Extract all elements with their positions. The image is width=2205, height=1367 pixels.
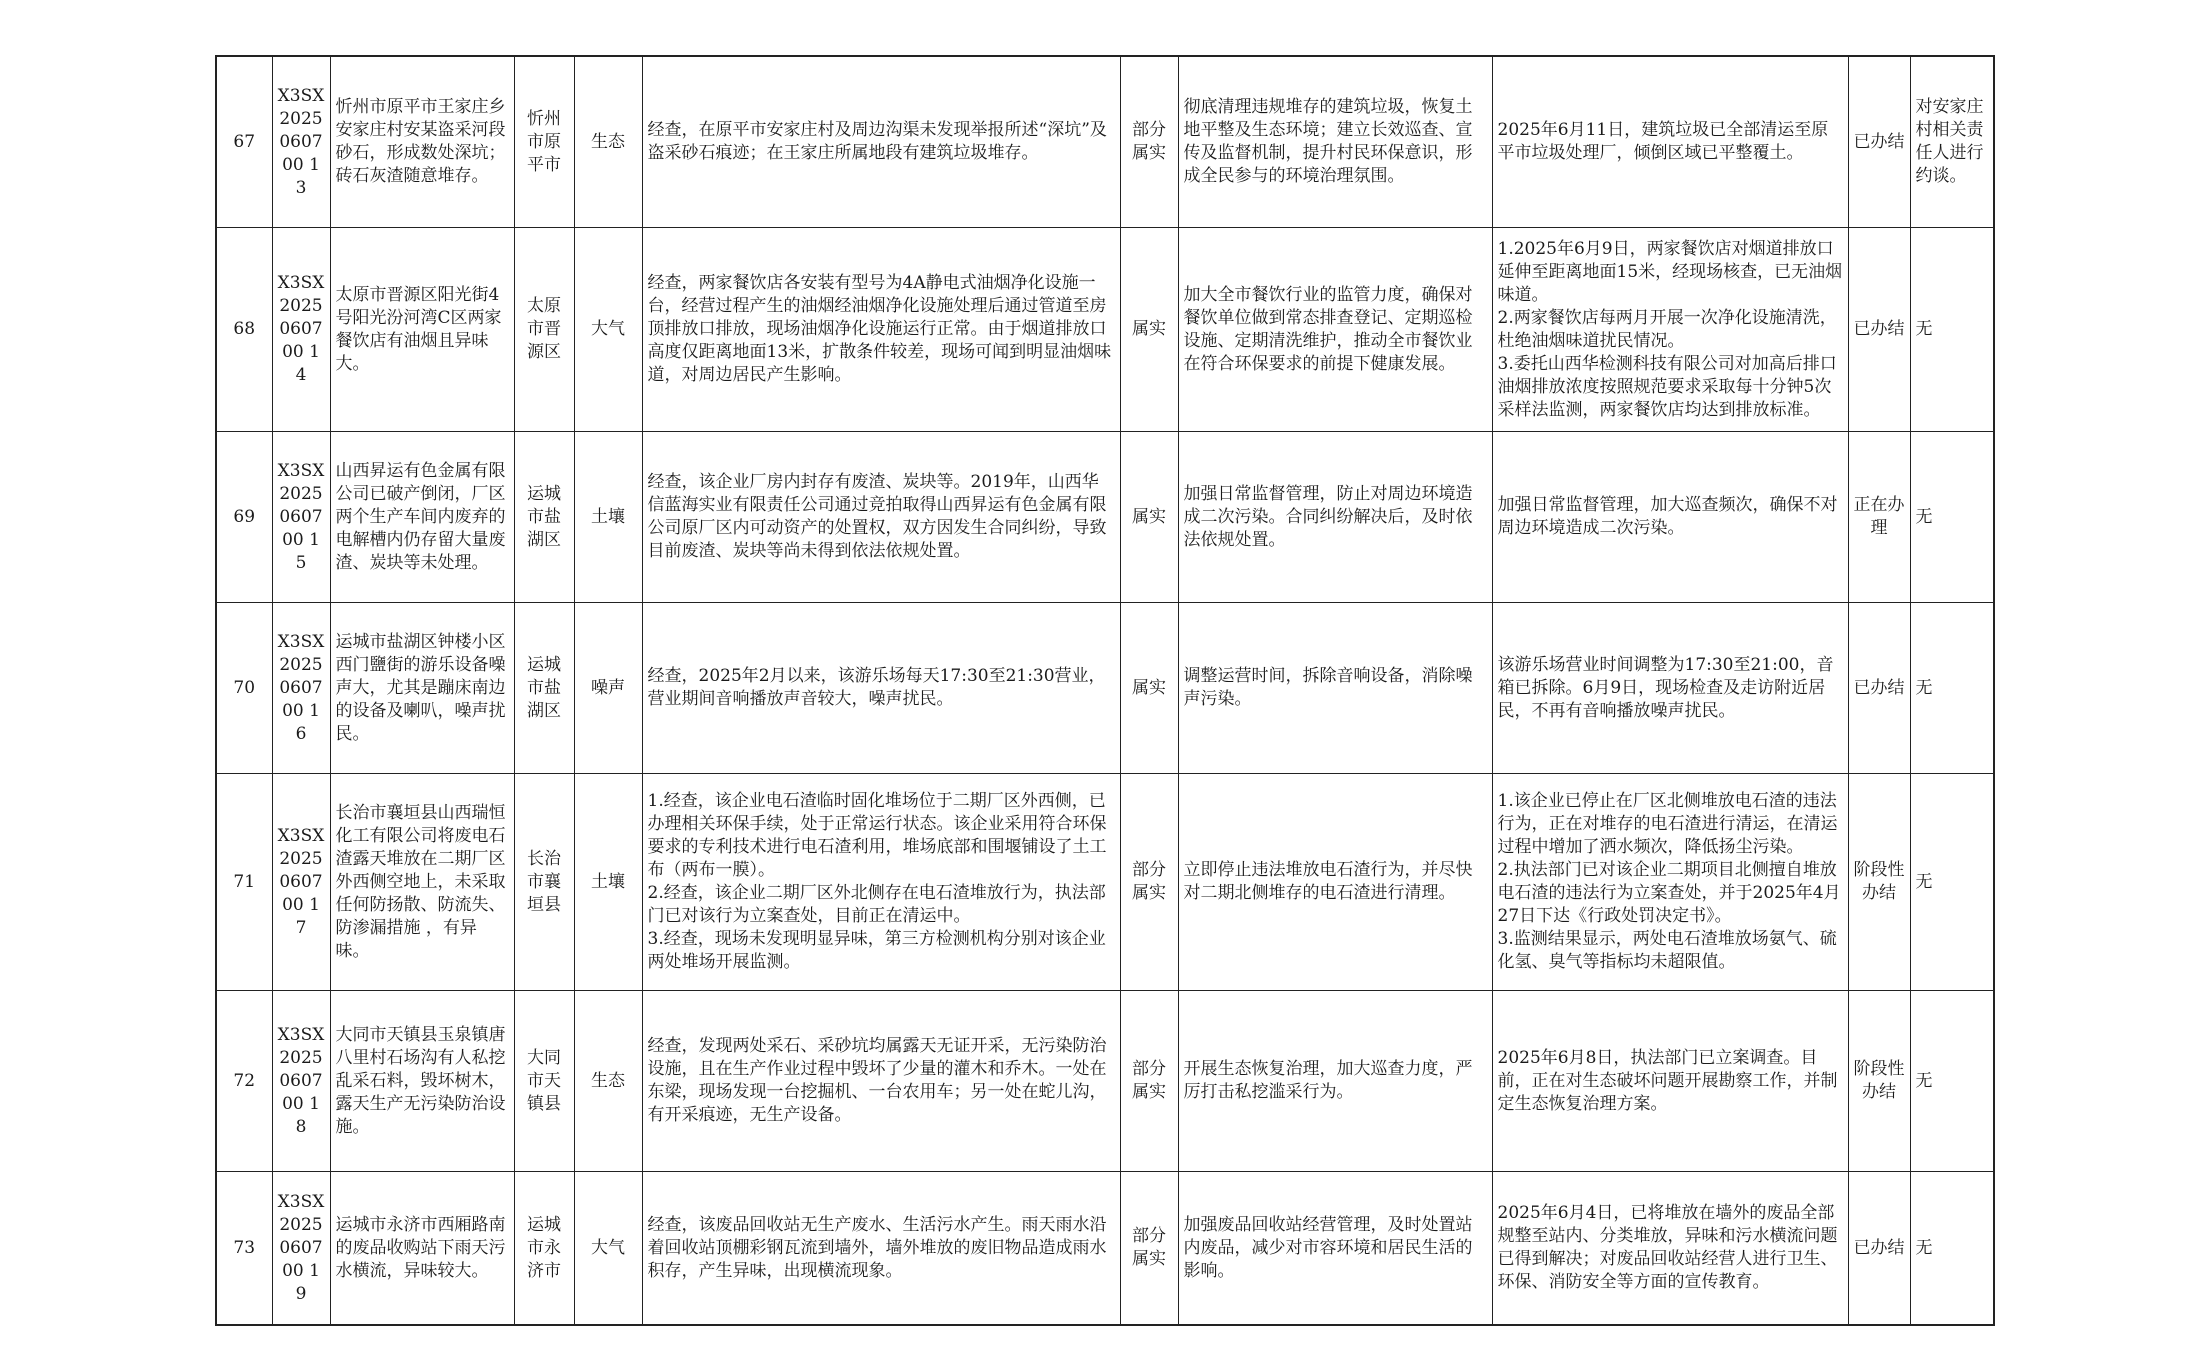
complaint-content: 运城市盐湖区钟楼小区西门鹽街的游乐设备噪声大，尤其是蹦床南边的设备及喇叭，噪声扰民。 (330, 603, 514, 774)
region: 运城市永济市 (514, 1172, 574, 1326)
case-code: X3SX2025060700 15 (272, 432, 330, 603)
rectification-progress: 1.该企业已停止在厂区北侧堆放电石渣的违法行为，正在对堆存的电石渣进行清运，在清运过程中增加了洒水频次，降低扬尘污染。 2.执法部门已对该企业二期项目北侧擅自堆放电石渣的违法行为立案查处，并于2025年4月27日下达《行政处罚决定书》。 3.监测结果显示，两处电石渣堆放场氨气、硫化氢、臭气等指标均未超限值。 (1492, 774, 1848, 991)
complaint-content: 山西昇运有色金属有限公司已破产倒闭，厂区两个生产车间内废弃的电解槽内仍存留大量废渣、炭块等未处理。 (330, 432, 514, 603)
row-number: 67 (216, 56, 272, 228)
accountability: 无 (1910, 228, 1994, 432)
verdict: 部分属实 (1120, 991, 1178, 1172)
region: 大同市天镇县 (514, 991, 574, 1172)
rectification-progress: 2025年6月4日，已将堆放在墙外的废品全部规整至站内、分类堆放，异味和污水横流问题已得到解决；对废品回收站经营人进行卫生、环保、消防安全等方面的宣传教育。 (1492, 1172, 1848, 1326)
rectification-progress: 1.2025年6月9日，两家餐饮店对烟道排放口延伸至距离地面15米，经现场核查，已无油烟味道。 2.两家餐饮店每两月开展一次净化设施清洗，杜绝油烟味道扰民情况。 3.委托山西华检测科技有限公司对加高后排口油烟排放浓度按照规范要求采取每十分钟5次采样法监测，两家餐饮店均达到排放标准。 (1492, 228, 1848, 432)
accountability: 无 (1910, 991, 1994, 1172)
row-number: 73 (216, 1172, 272, 1326)
region: 长治市襄垣县 (514, 774, 574, 991)
handling-status: 已办结 (1848, 603, 1910, 774)
investigation-finding: 经查，在原平市安家庄村及周边沟渠未发现举报所述“深坑”及盗采砂石痕迹；在王家庄所属地段有建筑垃圾堆存。 (642, 56, 1120, 228)
case-code: X3SX2025060700 19 (272, 1172, 330, 1326)
complaint-content: 忻州市原平市王家庄乡安家庄村安某盗采河段砂石，形成数处深坑；砖石灰渣随意堆存。 (330, 56, 514, 228)
table-row (216, 991, 1994, 1172)
handling-status: 已办结 (1848, 1172, 1910, 1326)
rectification-measure: 开展生态恢复治理，加大巡查力度，严厉打击私挖滥采行为。 (1178, 991, 1492, 1172)
accountability: 无 (1910, 603, 1994, 774)
rectification-progress: 加强日常监督管理，加大巡查频次，确保不对周边环境造成二次污染。 (1492, 432, 1848, 603)
table-row (216, 56, 1994, 228)
case-code: X3SX2025060700 18 (272, 991, 330, 1172)
case-code: X3SX2025060700 13 (272, 56, 330, 228)
investigation-finding: 经查，该废品回收站无生产废水、生活污水产生。雨天雨水沿着回收站顶棚彩钢瓦流到墙外，墙外堆放的废旧物品造成雨水积存，产生异味，出现横流现象。 (642, 1172, 1120, 1326)
investigation-finding: 1.经查，该企业电石渣临时固化堆场位于二期厂区外西侧，已办理相关环保手续，处于正常运行状态。该企业采用符合环保要求的专利技术进行电石渣利用，堆场底部和围堰铺设了土工布（两布一膜）。 2.经查，该企业二期厂区外北侧存在电石渣堆放行为，执法部门已对该行为立案查处，目前正在清运中。 3.经查，现场未发现明显异味，第三方检测机构分别对该企业两处堆场开展监测。 (642, 774, 1120, 991)
row-number: 71 (216, 774, 272, 991)
row-number: 68 (216, 228, 272, 432)
investigation-finding: 经查，发现两处采石、采砂坑均属露天无证开采，无污染防治设施，且在生产作业过程中毁坏了少量的灌木和乔木。一处在东梁，现场发现一台挖掘机、一台农用车；另一处在蛇儿沟，有开采痕迹，无生产设备。 (642, 991, 1120, 1172)
rectification-progress: 2025年6月11日，建筑垃圾已全部清运至原平市垃圾处理厂，倾倒区域已平整覆土。 (1492, 56, 1848, 228)
rectification-measure: 调整运营时间，拆除音响设备，消除噪声污染。 (1178, 603, 1492, 774)
pollution-type: 大气 (574, 228, 642, 432)
pollution-type: 土壤 (574, 432, 642, 603)
handling-status: 已办结 (1848, 228, 1910, 432)
case-code: X3SX2025060700 16 (272, 603, 330, 774)
row-number: 72 (216, 991, 272, 1172)
case-code: X3SX2025060700 14 (272, 228, 330, 432)
accountability: 无 (1910, 432, 1994, 603)
handling-status: 阶段性办结 (1848, 774, 1910, 991)
table-row (216, 228, 1994, 432)
verdict: 属实 (1120, 603, 1178, 774)
table-row (216, 603, 1994, 774)
accountability: 无 (1910, 1172, 1994, 1326)
row-number: 69 (216, 432, 272, 603)
rectification-progress: 2025年6月8日，执法部门已立案调查。目前，正在对生态破坏问题开展勘察工作，并制定生态恢复治理方案。 (1492, 991, 1848, 1172)
pollution-type: 大气 (574, 1172, 642, 1326)
rectification-measure: 加强废品回收站经营管理，及时处置站内废品，减少对市容环境和居民生活的影响。 (1178, 1172, 1492, 1326)
case-code: X3SX2025060700 17 (272, 774, 330, 991)
investigation-finding: 经查，2025年2月以来，该游乐场每天17:30至21:30营业，营业期间音响播放声音较大，噪声扰民。 (642, 603, 1120, 774)
complaint-content: 太原市晋源区阳光街4号阳光汾河湾C区两家餐饮店有油烟且异味大。 (330, 228, 514, 432)
pollution-type: 噪声 (574, 603, 642, 774)
table-row (216, 1172, 1994, 1326)
handling-status: 已办结 (1848, 56, 1910, 228)
table-row (216, 774, 1994, 991)
rectification-measure: 加强日常监督管理，防止对周边环境造成二次污染。合同纠纷解决后，及时依法依规处置。 (1178, 432, 1492, 603)
rectification-measure: 立即停止违法堆放电石渣行为，并尽快对二期北侧堆存的电石渣进行清理。 (1178, 774, 1492, 991)
row-number: 70 (216, 603, 272, 774)
complaint-content: 大同市天镇县玉泉镇唐八里村石场沟有人私挖乱采石料，毁坏树木，露天生产无污染防治设施。 (330, 991, 514, 1172)
verdict: 部分属实 (1120, 1172, 1178, 1326)
region: 运城市盐湖区 (514, 603, 574, 774)
complaint-content: 长治市襄垣县山西瑞恒化工有限公司将废电石渣露天堆放在二期厂区外西侧空地上，未采取任何防扬散、防流失、防渗漏措施 ，有异味。 (330, 774, 514, 991)
verdict: 属实 (1120, 228, 1178, 432)
investigation-finding: 经查，两家餐饮店各安装有型号为4A静电式油烟净化设施一台，经营过程产生的油烟经油烟净化设施处理后通过管道至房顶排放口排放，现场油烟净化设施运行正常。由于烟道排放口高度仅距离地面13米，扩散条件较差，现场可闻到明显油烟味道，对周边居民产生影响。 (642, 228, 1120, 432)
complaint-content: 运城市永济市西厢路南的废品收购站下雨天污水横流，异味较大。 (330, 1172, 514, 1326)
investigation-finding: 经查，该企业厂房内封存有废渣、炭块等。2019年，山西华信蓝海实业有限责任公司通过竞拍取得山西昇运有色金属有限公司原厂区内可动资产的处置权，双方因发生合同纠纷，导致目前废渣、炭块等尚未得到依法依规处置。 (642, 432, 1120, 603)
region: 太原市晋源区 (514, 228, 574, 432)
handling-status: 阶段性办结 (1848, 991, 1910, 1172)
pollution-type: 土壤 (574, 774, 642, 991)
rectification-measure: 彻底清理违规堆存的建筑垃圾，恢复土地平整及生态环境；建立长效巡查、宣传及监督机制，提升村民环保意识，形成全民参与的环境治理氛围。 (1178, 56, 1492, 228)
pollution-type: 生态 (574, 56, 642, 228)
rectification-measure: 加大全市餐饮行业的监管力度，确保对餐饮单位做到常态排查登记、定期巡检设施、定期清洗维护，推动全市餐饮业在符合环保要求的前提下健康发展。 (1178, 228, 1492, 432)
verdict: 部分属实 (1120, 774, 1178, 991)
verdict: 属实 (1120, 432, 1178, 603)
region: 忻州市原平市 (514, 56, 574, 228)
verdict: 部分属实 (1120, 56, 1178, 228)
complaint-table (215, 55, 1995, 1326)
rectification-progress: 该游乐场营业时间调整为17:30至21:00，音箱已拆除。6月9日，现场检查及走访附近居民，不再有音响播放噪声扰民。 (1492, 603, 1848, 774)
report-sheet (215, 55, 1993, 1326)
pollution-type: 生态 (574, 991, 642, 1172)
table-row (216, 432, 1994, 603)
handling-status: 正在办理 (1848, 432, 1910, 603)
accountability: 无 (1910, 774, 1994, 991)
region: 运城市盐湖区 (514, 432, 574, 603)
accountability: 对安家庄村相关责任人进行约谈。 (1910, 56, 1994, 228)
